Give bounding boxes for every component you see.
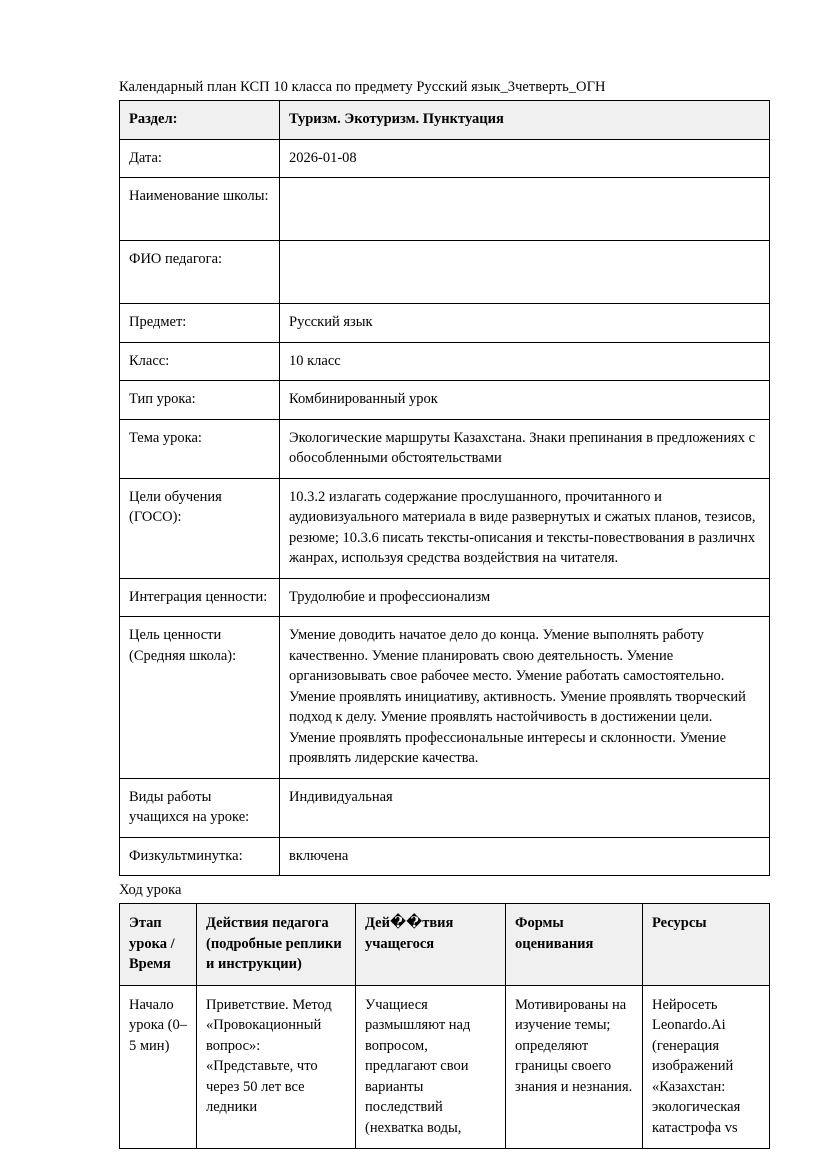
table-row: [120, 304, 770, 343]
info-row-value: Русский язык: [280, 304, 770, 343]
info-row-value: 10.3.2 излагать содержание прослушанного, прочитанного и аудиовизуального материала в виде развернутых и сжатых планов, тезисов, резюме; 10.3.6 писать тексты-описания и тексты-повествования в различнх жанрах, используя средства воздействия на читателя.: [280, 478, 770, 578]
table-row: [120, 419, 770, 478]
table-row: [120, 241, 770, 304]
info-row-label: Тип урока:: [120, 381, 280, 420]
info-row-label: Интеграция ценности:: [120, 578, 280, 617]
info-row-label: Предмет:: [120, 304, 280, 343]
table-row: [120, 342, 770, 381]
lesson-flow-body: [120, 985, 770, 1149]
info-row-label: Виды работы учащихся на уроке:: [120, 778, 280, 837]
lesson-flow-caption: Ход урока: [119, 882, 182, 898]
table-cell: Учащиеся размышляют над вопросом, предлагают свои варианты последствий (нехватка воды,: [356, 985, 506, 1149]
info-row-value: Экологические маршруты Казахстана. Знаки препинания в предложениях с обособленными обстоятельствами: [280, 419, 770, 478]
table-cell: Приветствие. Метод «Провокационный вопрос»: «Представьте, что через 50 лет все ледники: [197, 985, 356, 1149]
table-row: [120, 139, 770, 178]
column-header: Формы оценивания: [506, 904, 643, 986]
info-row-value: Туризм. Экотуризм. Пунктуация: [280, 101, 770, 140]
info-row-value: 10 класс: [280, 342, 770, 381]
info-row-value: Трудолюбие и профессионализм: [280, 578, 770, 617]
table-row: [120, 778, 770, 837]
info-row-label: ФИО педагога:: [120, 241, 280, 304]
info-row-label: Наименование школы:: [120, 178, 280, 241]
table-header-row: [120, 904, 770, 986]
info-row-value: [280, 178, 770, 241]
table-cell: Начало урока (0–5 мин): [120, 985, 197, 1149]
column-header: Ресурсы: [643, 904, 770, 986]
column-header: Этап урока / Время: [120, 904, 197, 986]
info-row-label: Дата:: [120, 139, 280, 178]
table-row: [120, 617, 770, 779]
info-row-value: 2026-01-08: [280, 139, 770, 178]
table-row: [120, 837, 770, 876]
info-row-label: Раздел:: [120, 101, 280, 140]
page-title: Календарный план КСП 10 класса по предмету Русский язык_3четверть_ОГН: [119, 79, 606, 95]
lesson-flow-table: [119, 903, 770, 1149]
info-row-label: Цели обучения (ГОСО):: [120, 478, 280, 578]
table-row: [120, 578, 770, 617]
table-row: [120, 381, 770, 420]
info-row-value: Умение доводить начатое дело до конца. Умение выполнять работу качественно. Умение планировать свою деятельность. Умение организовывать свое рабочее место. Умение работать самостоятельно. Умение проявлять инициативу, активность. Умение проявлять творческий подход к делу. Умение проявлять настойчивость в достижении цели. Умение проявлять профессиональные интересы и склонности. Умение проявлять лидерские качества.: [280, 617, 770, 779]
info-row-label: Класс:: [120, 342, 280, 381]
lesson-flow-head: [120, 904, 770, 986]
table-cell: Мотивированы на изучение темы; определяют границы своего знания и незнания.: [506, 985, 643, 1149]
column-header: Действия педагога (подробные реплики и инструкции): [197, 904, 356, 986]
table-row: [120, 985, 770, 1149]
table-row: [120, 478, 770, 578]
info-row-label: Цель ценности (Средняя школа):: [120, 617, 280, 779]
info-row-value: Комбинированный урок: [280, 381, 770, 420]
lesson-info-table: [119, 100, 770, 876]
table-row: [120, 178, 770, 241]
table-row: [120, 101, 770, 140]
lesson-info-body: [120, 101, 770, 876]
info-row-value: включена: [280, 837, 770, 876]
info-row-label: Тема урока:: [120, 419, 280, 478]
info-row-label: Физкультминутка:: [120, 837, 280, 876]
info-row-value: [280, 241, 770, 304]
info-row-value: Индивидуальная: [280, 778, 770, 837]
table-cell: Нейросеть Leonardo.Ai (генерация изображений «Казахстан: экологическая катастрофа vs: [643, 985, 770, 1149]
column-header: Дей��твия учащегося: [356, 904, 506, 986]
